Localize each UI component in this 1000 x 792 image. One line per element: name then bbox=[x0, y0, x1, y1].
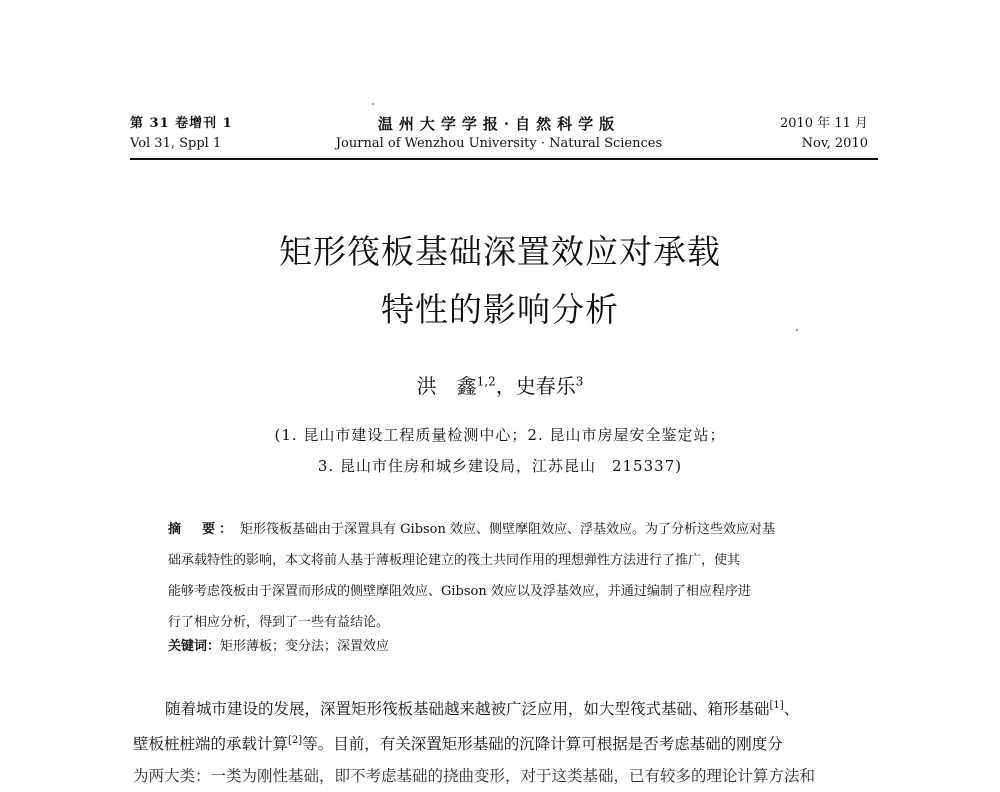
abstract-line bbox=[168, 514, 848, 545]
abstract-label: 摘 要： bbox=[168, 522, 237, 537]
running-header bbox=[130, 114, 868, 158]
journal-name-en: Journal of Wenzhou University · Natural Sciences bbox=[335, 136, 663, 151]
body-line bbox=[133, 725, 873, 760]
journal-name-cn: 温州大学学报·自然科学版 bbox=[377, 115, 621, 133]
body-text-span: 壁板桩桩端的承载计算 bbox=[133, 735, 289, 754]
citation-ref[interactable]: [2] bbox=[288, 735, 303, 747]
body-line bbox=[133, 690, 873, 725]
abstract-line: 础承载特性的影响，本文将前人基于薄板理论建立的筏土共同作用的理想弹性方法进行了推广，使其 bbox=[168, 553, 741, 568]
abstract bbox=[168, 514, 848, 638]
author-name: 史春乐 bbox=[515, 374, 576, 398]
author-separator: ， bbox=[495, 374, 516, 398]
abstract-text: 矩形筏板基础由于深置具有 Gibson 效应、侧壁摩阻效应、浮基效应。为了分析这些效应对基 bbox=[240, 522, 776, 537]
paper-title-line-1: 矩形筏板基础深置效应对承载 bbox=[279, 232, 721, 271]
author-affil-sup: 3 bbox=[575, 374, 584, 389]
date-en: Nov, 2010 bbox=[801, 136, 868, 151]
body-text bbox=[133, 690, 873, 792]
body-line: 为两大类：一类为刚性基础，即不考虑基础的挠曲变形，对于这类基础，已有较多的理论计算方法和 bbox=[133, 767, 816, 786]
author-affil-sup: 1,2 bbox=[476, 374, 496, 389]
affiliation-line-1: (1. 昆山市建设工程质量检测中心；2. 昆山市房屋安全鉴定站； bbox=[274, 426, 726, 444]
header-rule bbox=[130, 158, 878, 160]
abstract-line: 能够考虑筏板由于深置而形成的侧壁摩阻效应、Gibson 效应以及浮基效应，并通过编制了相应程序进 bbox=[168, 584, 751, 599]
volume-cn: 第 31 卷增刊 1 bbox=[130, 116, 233, 131]
date-cn: 2010 年 11 月 bbox=[779, 116, 868, 131]
affiliation-line-2: 3. 昆山市住房和城乡建设局，江苏昆山 215337) bbox=[317, 457, 683, 475]
header-journal bbox=[130, 114, 868, 154]
speck bbox=[372, 103, 374, 105]
header-date bbox=[780, 114, 868, 154]
abstract-line: 行了相应分析，得到了一些有益结论。 bbox=[168, 615, 390, 630]
keywords bbox=[168, 635, 389, 654]
paper-title-line-2: 特性的影响分析 bbox=[381, 290, 619, 329]
body-text-span: 随着城市建设的发展，深置矩形筏板基础越来越被广泛应用，如大型筏式基础、箱形基础 bbox=[165, 700, 770, 719]
volume-en: Vol 31, Sppl 1 bbox=[130, 136, 222, 151]
author-name: 洪 鑫 bbox=[416, 374, 477, 398]
body-text-span: 等。目前，有关深置矩形基础的沉降计算可根据是否考虑基础的刚度分 bbox=[302, 735, 783, 754]
body-text-span: 、 bbox=[783, 700, 800, 719]
author-list bbox=[0, 370, 1000, 399]
citation-ref[interactable]: [1] bbox=[769, 700, 784, 711]
keywords-label: 关键词： bbox=[168, 639, 221, 654]
keywords-text: 矩形薄板；变分法；深置效应 bbox=[220, 639, 390, 654]
